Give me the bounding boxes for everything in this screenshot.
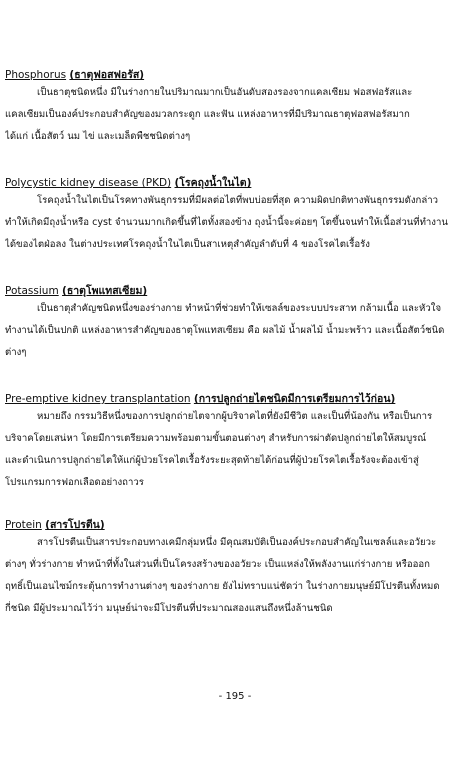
term-thai: (โรคถุงน้ำในไต) bbox=[174, 177, 252, 189]
entry-heading bbox=[5, 176, 463, 190]
definition-line: โปรแกรมการฟอกเลือดอย่างถาวร bbox=[5, 477, 144, 488]
term-english: Potassium bbox=[5, 285, 59, 297]
entry-heading bbox=[5, 284, 463, 298]
term-thai: (ธาตุฟอสฟอรัส) bbox=[69, 69, 145, 81]
entry-heading bbox=[5, 518, 463, 532]
definition-line: โรคถุงน้ำในไตเป็นโรคทางพันธุกรรมที่มีผลต่อไตที่พบบ่อยที่สุด ความผิดปกติทางพันธุกรรมดังกล่าว bbox=[37, 195, 438, 206]
definition-line: ทำงานได้เป็นปกติ แหล่งอาหารสำคัญของธาตุโพแทสเซียม คือ ผลไม้ น้ำผลไม้ น้ำมะพร้าว และเนื้อสัตว์ชนิด bbox=[5, 325, 445, 336]
definition-line: ต่างๆ ทั่วร่างกาย ทำหน้าที่ทั้งในส่วนที่เป็นโครงสร้างของอวัยวะ เป็นแหล่งให้พลังงานแก่ร่างกาย หรือออก bbox=[5, 559, 430, 570]
definition-line: ต่างๆ bbox=[5, 347, 27, 358]
definition-line: ได้ของไตฝ่อลง ในต่างประเทศโรคถุงน้ำในไตเป็นสาเหตุสำคัญลำดับที่ 4 ของโรคไตเรื้อรัง bbox=[5, 239, 370, 250]
term-english: Protein bbox=[5, 519, 42, 531]
term-english: Polycystic kidney disease (PKD) bbox=[5, 177, 172, 189]
term-thai: (ธาตุโพแทสเซียม) bbox=[62, 285, 148, 297]
definition-line: สารโปรตีนเป็นสารประกอบทางเคมีกลุ่มหนึ่ง มีคุณสมบัติเป็นองค์ประกอบสำคัญในเซลล์และอวัยวะ bbox=[37, 537, 437, 548]
definition-line: เป็นธาตุสำคัญชนิดหนึ่งของร่างกาย ทำหน้าที่ช่วยทำให้เซลล์ของระบบประสาท กล้ามเนื้อ และหัวใจ bbox=[37, 303, 442, 314]
glossary-entry-potassium bbox=[5, 284, 463, 364]
term-english: Pre-emptive kidney transplantation bbox=[5, 393, 191, 405]
definition-line: บริจาคโดยเสน่หา โดยมีการเตรียมความพร้อมตามขั้นตอนต่างๆ สำหรับการผ่าตัดปลูกถ่ายไตให้สมบูรณ์ bbox=[5, 433, 427, 444]
definition-line: แคลเซียมเป็นองค์ประกอบสำคัญของมวลกระดูก และฟัน แหล่งอาหารที่มีปริมาณธาตุฟอสฟอรัสมาก bbox=[5, 109, 410, 120]
term-thai: (สารโปรตีน) bbox=[45, 519, 105, 531]
term-english: Phosphorus bbox=[5, 69, 67, 81]
entry-heading bbox=[5, 392, 463, 406]
term-thai: (การปลูกถ่ายไตชนิดมีการเตรียมการไว้ก่อน) bbox=[193, 393, 396, 405]
definition-line: ฤทธิ์เป็นเอนไซม์กระตุ้นการทำงานต่างๆ ของร่างกาย ยังไม่ทราบแน่ชัดว่า ในร่างกายมนุษย์มีโปรตีนทั้งหมด bbox=[5, 581, 440, 592]
definition-line: เป็นธาตุชนิดหนึ่ง มีในร่างกายในปริมาณมากเป็นอันดับสองรองจากแคลเซียม ฟอสฟอรัสและ bbox=[37, 87, 413, 98]
entry-heading bbox=[5, 68, 463, 82]
definition-line: หมายถึง กรรมวิธีหนึ่งของการปลูกถ่ายไตจากผู้บริจาคไตที่ยังมีชีวิต และเป็นที่น้องกัน หรือเป็นการ bbox=[37, 411, 433, 422]
definition-line: ได้แก่ เนื้อสัตว์ นม ไข่ และเมล็ดพืชชนิดต่างๆ bbox=[5, 131, 191, 142]
page-number: - 195 - bbox=[218, 691, 252, 702]
glossary-entry-preemptive-transplant bbox=[5, 392, 463, 494]
definition-line: ทำให้เกิดมีถุงน้ำหรือ cyst จำนวนมากเกิดขึ้นที่ไตทั้งสองข้าง ถุงน้ำนี้จะค่อยๆ โตขึ้นจนทำให้เนื้อส่วนที่ทำงาน bbox=[5, 217, 448, 228]
glossary-entry-protein bbox=[5, 518, 463, 620]
definition-line: กี่ชนิด มีผู้ประมาณไว้ว่า มนุษย์น่าจะมีโปรตีนที่ประมาณสองแสนถึงหนึ่งล้านชนิด bbox=[5, 603, 333, 614]
glossary-entry-pkd bbox=[5, 176, 463, 256]
glossary-entry-phosphorus bbox=[5, 68, 463, 148]
definition-line: และดำเนินการปลูกถ่ายไตให้แก่ผู้ป่วยโรคไตเรื้อรังระยะสุดท้ายได้ก่อนที่ผู้ป่วยโรคไตเรื้อรังจะต้องเข้าสู่ bbox=[5, 455, 419, 466]
